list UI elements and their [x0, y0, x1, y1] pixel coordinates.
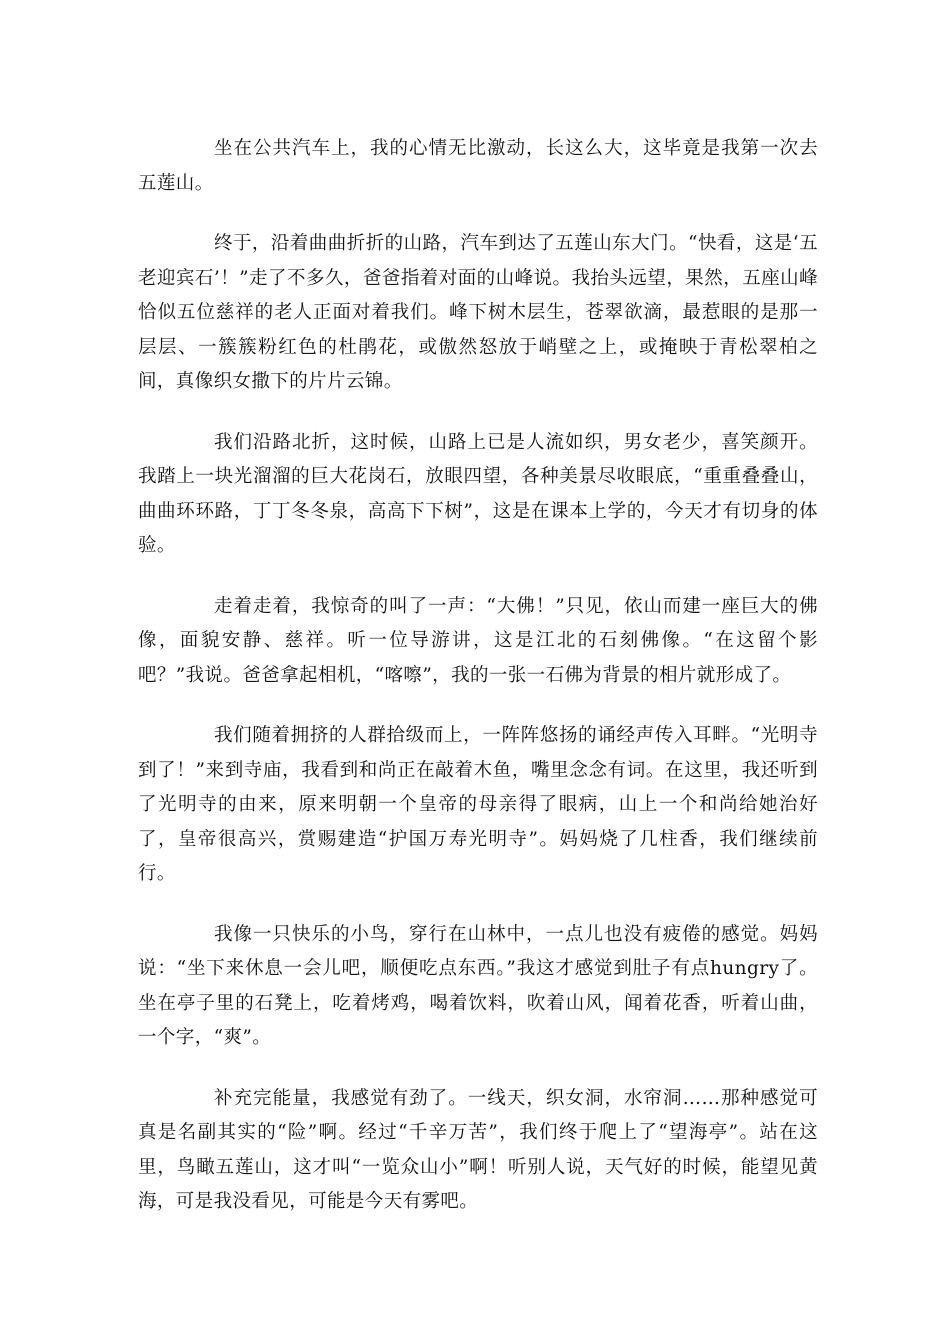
paragraph-6: 我像一只快乐的小鸟，穿行在山林中，一点儿也没有疲倦的感觉。妈妈说：“坐下来休息一会儿吧，顺便吃点东西。”我这才感觉到肚子有点hungry了。坐在亭子里的石凳上，吃着烤鸡，喝着饮料，吹着山风，闻着花香，听着山曲，一个字，“爽”。: [138, 923, 818, 1048]
paragraph-7: 补充完能量，我感觉有劲了。一线天，织女洞，水帘洞……那种感觉可真是名副其实的“险”啊。经过“千辛万苦”，我们终于爬上了“望海亭”。站在这里，鸟瞰五莲山，这才叫“一览众山小”啊！听别人说，天气好的时候，能望见黄海，可是我没看见，可能是今天有雾吧。: [138, 1087, 818, 1212]
paragraph-4: 走着走着，我惊奇的叫了一声：“大佛！”只见，依山而建一座巨大的佛像，面貌安静、慈祥。听一位导游讲，这是江北的石刻佛像。“在这留个影吧？”我说。爸爸拿起相机，“喀嚓”，我的一张一石佛为背景的相片就形成了。: [138, 595, 818, 686]
paragraph-3: 我们沿路北折，这时候，山路上已是人流如织，男女老少，喜笑颜开。我踏上一块光溜溜的巨大花岗石，放眼四望，各种美景尽收眼底，“重重叠叠山，曲曲环环路，丁丁冬冬泉，高高下下树”，这是在课本上学的，今天才有切身的体验。: [138, 431, 818, 556]
essay-body: [138, 132, 818, 1246]
paragraph-1: 坐在公共汽车上，我的心情无比激动，长这么大，这毕竟是我第一次去五莲山。: [138, 138, 818, 194]
paragraph-2: 终于，沿着曲曲折折的山路，汽车到达了五莲山东大门。“快看，这是‘五老迎宾石’！”走了不多久，爸爸指着对面的山峰说。我抬头远望，果然，五座山峰恰似五位慈祥的老人正面对着我们。峰下树木层生，苍翠欲滴，最惹眼的是那一层层、一簇簇粉红色的杜鹃花，或傲然怒放于峭壁之上，或掩映于青松翠柏之间，真像织女撒下的片片云锦。: [138, 233, 818, 392]
paragraph-5: 我们随着拥挤的人群拾级而上，一阵阵悠扬的诵经声传入耳畔。“光明寺到了！”来到寺庙，我看到和尚正在敲着木鱼，嘴里念念有词。在这里，我还听到了光明寺的由来，原来明朝一个皇帝的母亲得了眼病，山上一个和尚给她治好了，皇帝很高兴，赏赐建造“护国万寿光明寺”。妈妈烧了几柱香，我们继续前行。: [138, 725, 818, 884]
